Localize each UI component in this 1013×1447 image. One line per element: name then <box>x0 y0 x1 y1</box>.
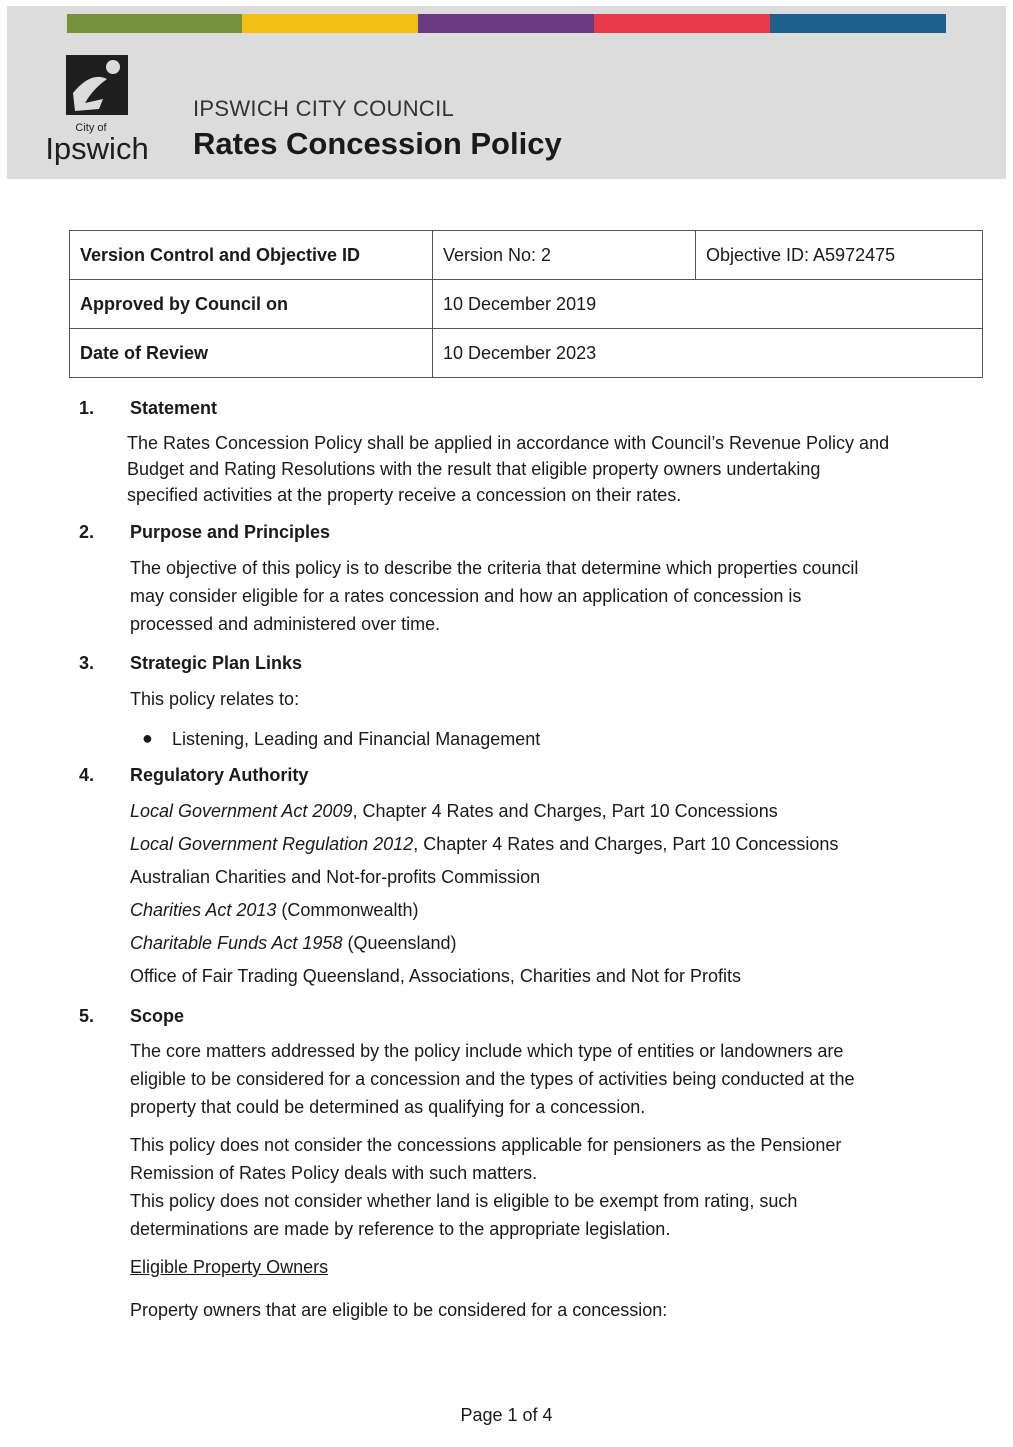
color-bar-yellow <box>242 14 418 33</box>
table-row <box>70 231 983 280</box>
regulatory-detail: (Queensland) <box>342 933 457 953</box>
version-control-label: Version Control and Objective ID <box>70 231 433 280</box>
regulatory-detail: (Commonwealth) <box>276 900 419 920</box>
regulatory-item <box>130 966 741 987</box>
regulatory-detail: , Chapter 4 Rates and Charges, Part 10 Concessions <box>413 834 839 854</box>
review-label: Date of Review <box>70 329 433 378</box>
regulatory-act-name: Local Government Act 2009 <box>130 801 353 821</box>
color-bar-green <box>67 14 242 33</box>
table-row <box>70 280 983 329</box>
regulatory-act-name: Local Government Regulation 2012 <box>130 834 414 854</box>
section-number: 5. <box>79 1006 95 1026</box>
regulatory-detail: Office of Fair Trading Queensland, Associations, Charities and Not for Profits <box>130 966 741 986</box>
purpose-line: processed and administered over time. <box>130 614 441 634</box>
version-number: Version No: 2 <box>433 231 696 280</box>
section-number: 4. <box>79 765 95 785</box>
scope-line: This policy does not consider the concessions applicable for pensioners as the Pensioner <box>130 1135 842 1155</box>
regulatory-item <box>130 867 540 888</box>
statement-line: The Rates Concession Policy shall be applied in accordance with Council’s Revenue Policy and <box>127 433 890 453</box>
section-title-statement: Statement <box>130 398 218 418</box>
page-number: Page 1 of 4 <box>460 1405 553 1425</box>
section-title-regulatory: Regulatory Authority <box>130 765 309 785</box>
regulatory-item <box>130 933 457 954</box>
header-banner <box>7 6 1006 179</box>
doc-title: Rates Concession Policy <box>193 126 562 161</box>
section-number: 2. <box>79 522 95 542</box>
statement-line: Budget and Rating Resolutions with the result that eligible property owners undertaking <box>127 459 821 479</box>
objective-id: Objective ID: A5972475 <box>696 231 983 280</box>
review-date: 10 December 2023 <box>433 329 983 378</box>
regulatory-item <box>130 801 778 822</box>
regulatory-detail: , Chapter 4 Rates and Charges, Part 10 Concessions <box>352 801 778 821</box>
purpose-line: may consider eligible for a rates concession and how an application of concession is <box>130 586 802 606</box>
regulatory-item <box>130 900 418 921</box>
logo-text-ipswich: Ipswich <box>45 131 149 165</box>
section-title-scope: Scope <box>130 1006 185 1026</box>
scope-line: property that could be determined as qualifying for a concession. <box>130 1097 646 1117</box>
eligible-owners-subheading: Eligible Property Owners <box>130 1257 329 1277</box>
org-name: IPSWICH CITY COUNCIL <box>193 96 455 121</box>
logo-text-city-of: City of <box>75 122 107 134</box>
scope-line: This policy does not consider whether land is eligible to be exempt from rating, such <box>130 1191 798 1211</box>
table-row <box>70 329 983 378</box>
section-number: 1. <box>79 398 95 418</box>
regulatory-act-name: Charities Act 2013 <box>130 900 277 920</box>
purpose-line: The objective of this policy is to describe the criteria that determine which properties council <box>130 558 859 578</box>
eligible-owners-intro: Property owners that are eligible to be considered for a concession: <box>130 1300 668 1320</box>
approved-date: 10 December 2019 <box>433 280 983 329</box>
statement-line: specified activities at the property receive a concession on their rates. <box>127 485 682 505</box>
scope-line: Remission of Rates Policy deals with such matters. <box>130 1163 538 1183</box>
scope-line: The core matters addressed by the policy include which type of entities or landowners are <box>130 1041 844 1061</box>
strategic-intro: This policy relates to: <box>130 689 300 709</box>
section-title-strategic-plan: Strategic Plan Links <box>130 653 303 673</box>
color-bar-blue <box>770 14 946 33</box>
bullet-icon: ● <box>142 728 153 748</box>
regulatory-act-name: Charitable Funds Act 1958 <box>130 933 343 953</box>
strategic-bullet: Listening, Leading and Financial Management <box>172 729 541 749</box>
scope-line: eligible to be considered for a concession and the types of activities being conducted at the <box>130 1069 855 1089</box>
color-bar-red <box>594 14 770 33</box>
color-bar-purple <box>418 14 594 33</box>
approved-label: Approved by Council on <box>70 280 433 329</box>
scope-line: determinations are made by reference to the appropriate legislation. <box>130 1219 671 1239</box>
version-control-table <box>69 230 983 378</box>
section-number: 3. <box>79 653 95 673</box>
ipswich-logo <box>43 53 155 165</box>
regulatory-item <box>130 834 838 855</box>
section-title-purpose: Purpose and Principles <box>130 522 331 542</box>
regulatory-detail: Australian Charities and Not-for-profits Commission <box>130 867 541 887</box>
